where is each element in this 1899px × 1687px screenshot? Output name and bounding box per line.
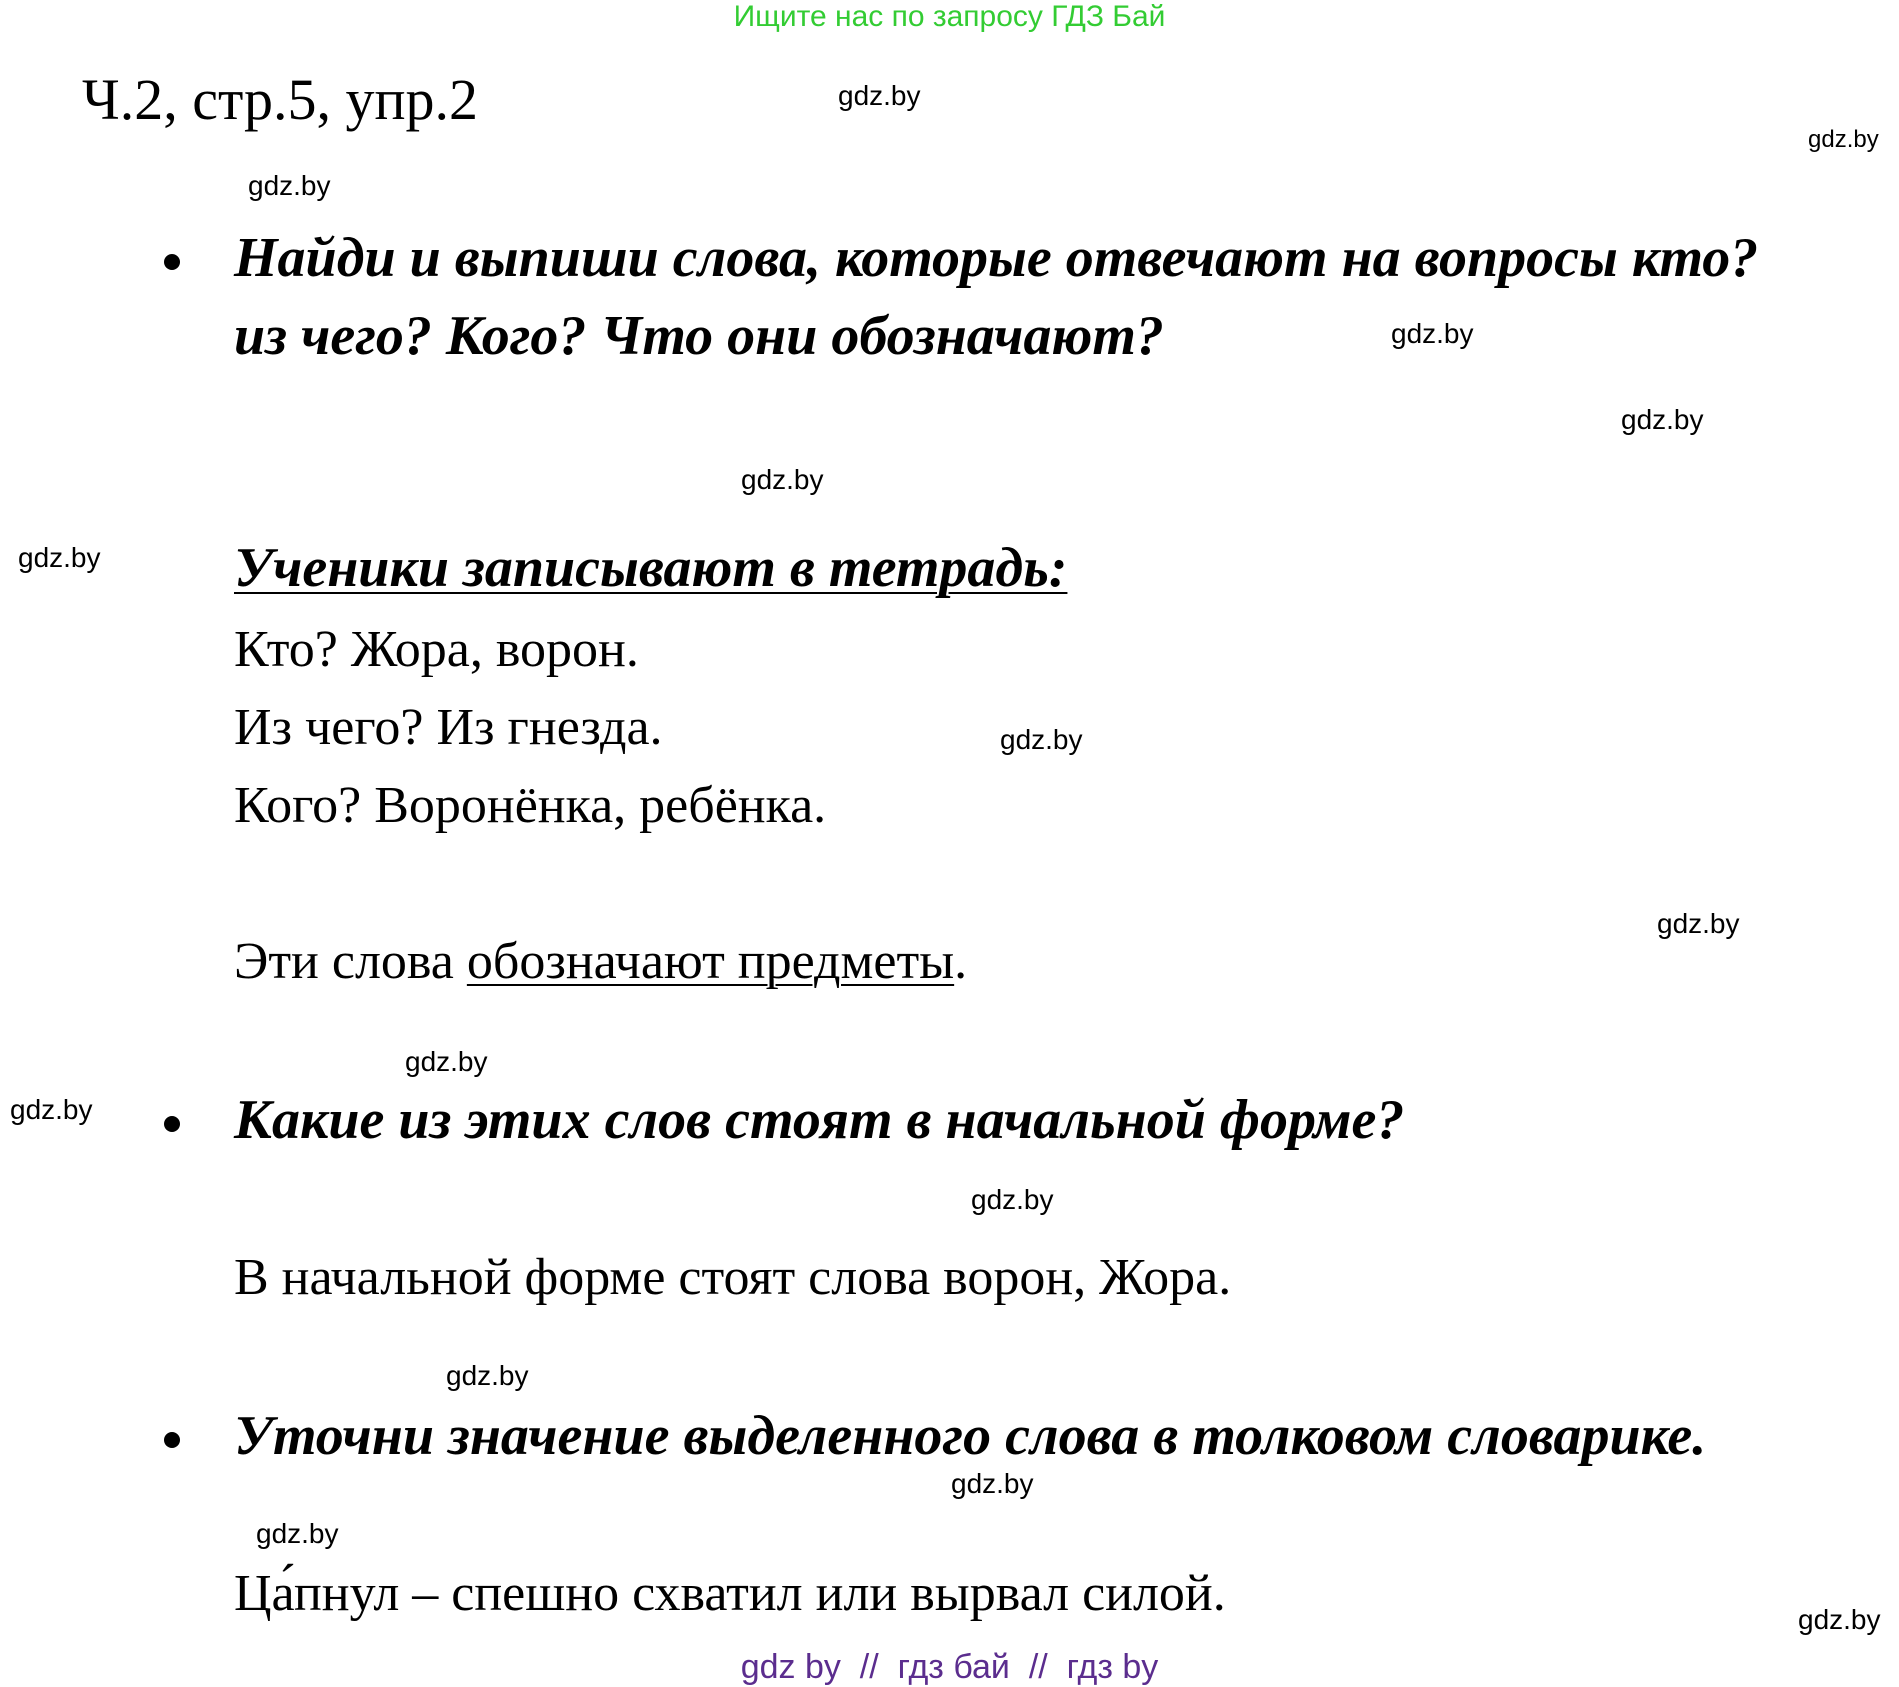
bullet-point xyxy=(164,254,180,270)
answer-heading: Ученики записывают в тетрадь: xyxy=(234,537,1068,599)
watermark: gdz.by xyxy=(971,1184,1054,1215)
watermark: gdz.by xyxy=(1000,724,1083,755)
watermark: gdz.by xyxy=(1808,126,1879,153)
answer-3: Ца́пнул – спешно схватил или вырвал силой. xyxy=(234,1565,1226,1622)
bullet-point xyxy=(164,1116,180,1132)
conclusion-suffix: . xyxy=(954,933,968,990)
watermark: gdz.by xyxy=(256,1518,339,1549)
task-2: Какие из этих слов стоят в начальной форме? xyxy=(234,1089,1405,1151)
task-1-line-2: из чего? Кого? Что они обозначают? xyxy=(234,305,1164,367)
watermark: gdz.by xyxy=(446,1360,529,1391)
bullet-point xyxy=(164,1432,180,1448)
watermark: gdz.by xyxy=(248,170,331,201)
watermark: gdz.by xyxy=(18,542,101,573)
conclusion-prefix: Эти слова xyxy=(234,933,467,990)
exercise-reference: Ч.2, стр.5, упр.2 xyxy=(82,67,479,132)
watermark: gdz.by xyxy=(1621,404,1704,435)
conclusion-underlined: обозначают предметы xyxy=(466,933,955,990)
answer-line: Кто? Жора, ворон. xyxy=(234,621,639,678)
watermark: gdz.by xyxy=(405,1046,488,1077)
watermark: gdz.by xyxy=(1657,908,1740,939)
footer-links[interactable]: gdz by // гдз бай // гдз by xyxy=(740,1648,1159,1686)
watermark: gdz.by xyxy=(1798,1604,1881,1635)
task-3: Уточни значение выделенного слова в толковом словарике. xyxy=(234,1405,1707,1467)
watermark: gdz.by xyxy=(1391,318,1474,349)
answer-conclusion xyxy=(234,932,967,991)
watermark: gdz.by xyxy=(10,1094,93,1125)
watermark: gdz.by xyxy=(741,464,824,495)
search-banner: Ищите нас по запросу ГДЗ Бай xyxy=(733,0,1166,33)
watermark: gdz.by xyxy=(951,1468,1034,1499)
task-1-line-1: Найди и выпиши слова, которые отвечают на вопросы кто? xyxy=(234,227,1759,289)
watermark: gdz.by xyxy=(838,80,921,111)
answer-line: Кого? Воронёнка, ребёнка. xyxy=(234,777,827,834)
answer-2: В начальной форме стоят слова ворон, Жора. xyxy=(234,1249,1232,1306)
answer-line: Из чего? Из гнезда. xyxy=(234,699,663,756)
